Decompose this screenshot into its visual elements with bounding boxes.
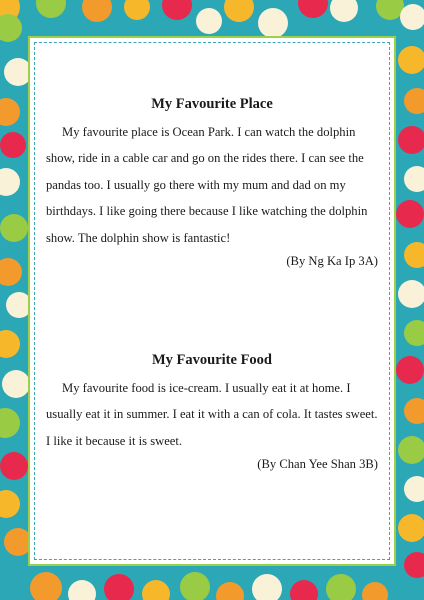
essay-section-place [46,96,378,271]
decorative-dot [0,214,28,242]
essay-author: (By Chan Yee Shan 3B) [257,457,378,472]
decorative-dot [68,580,96,600]
decorative-dot [2,370,30,398]
decorative-dot [142,580,170,600]
decorative-dot [404,552,424,578]
decorative-dot [400,4,424,30]
decorative-dot [362,582,388,600]
decorative-dot [196,8,222,34]
decorative-dot [398,280,424,308]
decorative-dot [330,0,358,22]
essay-author: (By Ng Ka Ip 3A) [286,254,378,269]
decorative-dot [0,132,26,158]
decorative-dot [404,88,424,114]
decorative-dot [404,398,424,424]
decorative-dot [82,0,112,22]
essay-title: My Favourite Food [151,352,272,368]
decorative-dot [30,572,62,600]
decorative-dot [180,572,210,600]
decorative-dot [298,0,328,18]
decorative-dot [104,574,134,600]
decorative-dot [0,330,20,358]
essay-section-food [46,352,378,474]
decorative-dot [396,356,424,384]
decorative-dot [252,574,282,600]
decorative-dot [404,242,424,268]
decorative-dot [0,14,22,42]
decorative-dot [404,166,424,192]
essay-title: My Favourite Place [151,96,273,112]
decorative-dot [124,0,150,20]
decorative-dot [162,0,192,20]
decorative-dot [398,46,424,74]
decorative-dot [404,476,424,502]
decorative-dot [36,0,66,18]
decorative-dot [398,126,424,154]
decorative-dot [216,582,244,600]
essay-body: My favourite place is Ocean Park. I can watch the dolphin show, ride in a cable car and go on the rides there. I can see the pandas too. I usually go there with my mum and dad on my birthdays. I like going there because I like watching the dolphin show. The dolphin show is fantastic! [46,125,368,245]
decorative-dot [0,490,20,518]
decorative-dot [326,574,356,600]
decorative-dot [0,98,20,126]
decorative-dot [0,258,22,286]
decorative-dot [258,8,288,38]
decorative-dot [0,452,28,480]
decorative-dot [396,200,424,228]
decorative-dot [290,580,318,600]
decorative-dot [0,408,20,438]
decorative-dot [398,514,424,542]
decorative-dot [404,320,424,346]
decorative-dot [224,0,254,22]
decorative-dot [0,168,20,196]
decorative-dot [398,436,424,464]
essay-body: My favourite food is ice-cream. I usually eat it at home. I usually eat it in summer. I eat it with a can of cola. It tastes sweet. I like it because it is sweet. [46,381,378,448]
